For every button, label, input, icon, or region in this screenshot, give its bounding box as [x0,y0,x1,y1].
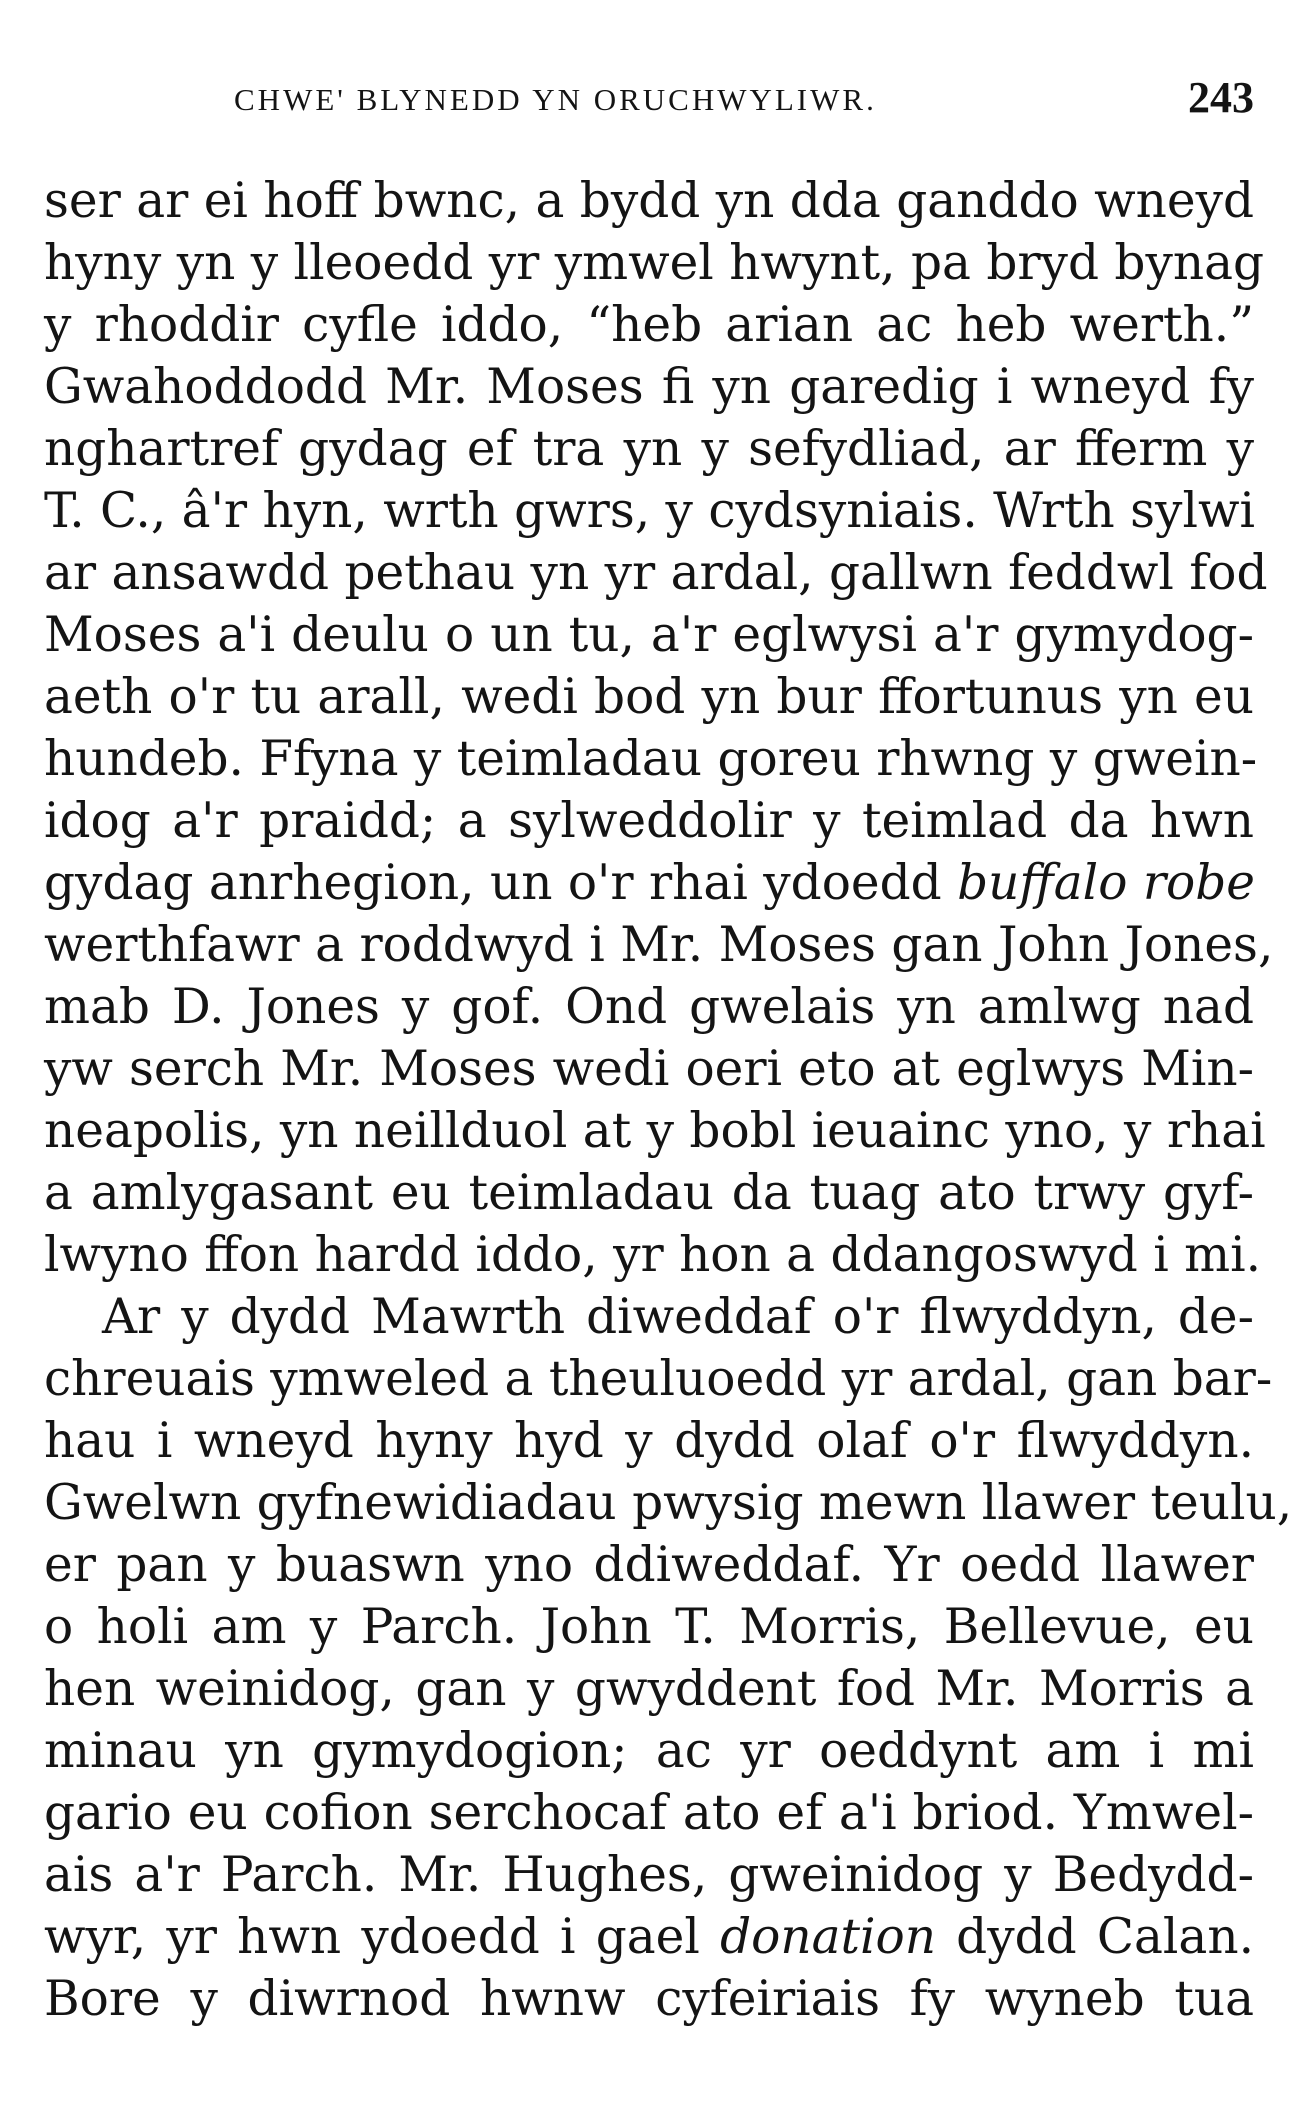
text-line: mab D. Jones y gof. Ond gwelais yn amlwg nad [44,979,1254,1035]
page-header [44,72,1254,132]
text-line: o holi am y Parch. John T. Morris, Bellevue, eu [44,1599,1254,1655]
text-line: Bore y diwrnod hwnw cyfeiriais fy wyneb tua [44,1971,1254,2027]
text-line: Ar y dydd Mawrth diweddaf o'r flwyddyn, de- [102,1289,1254,1345]
text-line: er pan y buaswn yno ddiweddaf. Yr oedd llawer [44,1537,1254,1593]
text-line: Gwahoddodd Mr. Moses fi yn garedig i wneyd fy [44,359,1254,415]
text-line: ais a'r Parch. Mr. Hughes, gweinidog y Bedydd- [44,1847,1254,1903]
text-line: y rhoddir cyfle iddo, “heb arian ac heb werth.” [44,297,1254,353]
text-line: nghartref gydag ef tra yn y sefydliad, ar fferm y [44,421,1254,477]
body-text [44,170,1293,2030]
text-line: T. C., â'r hyn, wrth gwrs, y cydsyniais. Wrth sylwi [44,483,1255,539]
italic-term: donation [720,1909,936,1965]
text-line: neapolis, yn neillduol at y bobl ieuainc yno, y rhai [44,1103,1266,1159]
text-line: ar ansawdd pethau yn yr ardal, gallwn feddwl fod [44,545,1268,601]
text-line: gydag anrhegion, un o'r rhai ydoedd buffalo robe [44,855,1255,911]
text-line: hundeb. Ffyna y teimladau goreu rhwng y gwein- [44,731,1258,787]
text-line: idog a'r praidd; a sylweddolir y teimlad da hwn [44,793,1254,849]
text-line: wyr, yr hwn ydoedd i gael donation dydd Calan. [44,1909,1255,1965]
text-line: ser ar ei hoff bwnc, a bydd yn dda ganddo wneyd [44,173,1255,229]
text-line: yw serch Mr. Moses wedi oeri eto at eglwys Min- [44,1041,1254,1097]
text-line: minau yn gymydogion; ac yr oeddynt am i mi [44,1723,1254,1779]
text-line: Gwelwn gyfnewidiadau pwysig mewn llawer teulu, [44,1475,1293,1531]
italic-term: buffalo robe [957,855,1255,911]
text-line: werthfawr a roddwyd i Mr. Moses gan John Jones, [44,917,1274,973]
text-line: a amlygasant eu teimladau da tuag ato trwy gyf- [44,1165,1254,1221]
text-line: Moses a'i deulu o un tu, a'r eglwysi a'r gymydog- [44,607,1254,663]
text-line: chreuais ymweled a theuluoedd yr ardal, gan bar- [44,1351,1273,1407]
page-number: 243 [1188,73,1254,122]
text-line: lwyno ffon hardd iddo, yr hon a ddangoswyd i mi. [44,1227,1262,1283]
text-line: hyny yn y lleoedd yr ymwel hwynt, pa bryd bynag [44,235,1265,291]
text-line: gario eu cofion serchocaf ato ef a'i briod. Ymwel- [44,1785,1254,1841]
text-line: hen weinidog, gan y gwyddent fod Mr. Morris a [44,1661,1254,1717]
text-line: aeth o'r tu arall, wedi bod yn bur ffortunus yn eu [44,669,1254,725]
text-line: hau i wneyd hyny hyd y dydd olaf o'r flwyddyn. [44,1413,1254,1469]
running-head: CHWE' BLYNEDD YN ORUCHWYLIWR. [234,82,877,117]
